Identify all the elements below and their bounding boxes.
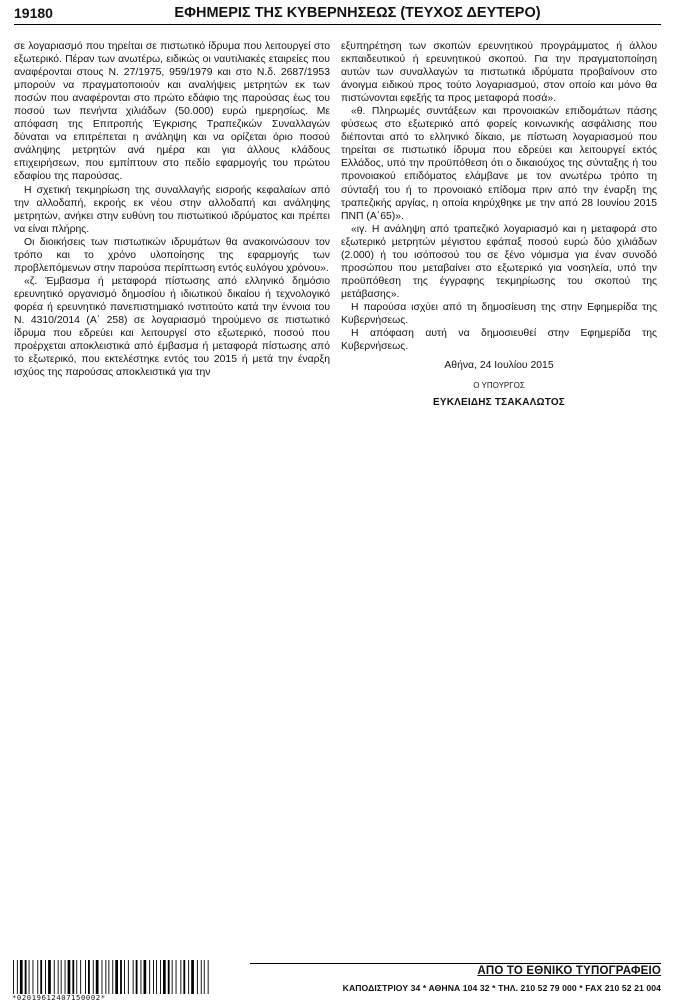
- signature-role: Ο ΥΠΟΥΡΓΟΣ: [473, 381, 525, 391]
- barcode-bar: [133, 960, 134, 994]
- paragraph: «ιγ. Η ανάληψη από τραπεζικό λογαριασμό και η μεταφορά στο εξωτερικό μετρητών μέγιστου εφάπαξ ποσού ευρώ δύο χιλιάδων (2.000) ή του ισόποσού του σε ξένο νόμισμα για έναν συνοδό προσώπου που μεταβαίνει στο εξωτερικό για νοσηλεία, υπό την προϋπόθεση της έγγραφης τεκμηρίωσης του σκοπού της μετάβασης».: [341, 223, 657, 300]
- barcode-bar: [120, 960, 122, 994]
- journal-title: ΕΦΗΜΕΡΙΣ ΤΗΣ ΚΥΒΕΡΝΗΣΕΩΣ (ΤΕΥΧΟΣ ΔΕΥΤΕΡΟ): [174, 5, 541, 21]
- page-header: [14, 4, 661, 25]
- barcode-bar: [17, 960, 18, 994]
- page-number: 19180: [14, 5, 53, 21]
- barcode-bar: [20, 960, 23, 994]
- barcode-bar: [13, 960, 14, 994]
- paragraph: Η σχετική τεκμηρίωση της συναλλαγής εισροής κεφαλαίων από την αλλοδαπή, εκροής εκ νέου στην αλλοδαπή και ανάληψης μετρητών, ανήκει στην ευθύνη του πιστωτικού ιδρύματος και πρέπει να είναι πλήρης.: [14, 184, 330, 235]
- barcode-bar: [29, 960, 30, 994]
- barcode-bar: [54, 960, 55, 994]
- barcode-bar: [108, 960, 109, 994]
- printer-name: ΑΠΟ ΤΟ ΕΘΝΙΚΟ ΤΥΠΟΓΡΑΦΕΙΟ: [477, 965, 661, 977]
- barcode-bar: [37, 960, 38, 994]
- barcode-bar: [197, 960, 198, 994]
- barcode-bar: [136, 960, 138, 994]
- barcode-bar: [168, 960, 170, 994]
- paragraph: «θ. Πληρωμές συντάξεων και προνοιακών επιδομάτων πάσης φύσεως στο εξωτερικό από φορείς κοινωνικής ασφάλισης που διέπονται από το ελληνικό δίκαιο, με πίστωση λογαριασμού που τηρείται σε πιστωτικό ίδρυμα που εδρεύει και λειτουργεί εκτός Ελλάδος, υπό την προϋπόθεση ότι ο δικαιούχος της σύνταξης ή του προνοιακού επιδόματος ελάμβανε με τον ανωτέρω τρόπο τη σύνταξή του ή το προνοιακό επίδομα πριν από την έναρξη της τραπεζικής αργίας, η οποία κηρύχθηκε με την από 28 Ιουνίου 2015 ΠΝΠ (Α΄65)».: [341, 106, 657, 222]
- barcode-bar: [144, 960, 147, 994]
- barcode-bar: [128, 960, 129, 994]
- barcode-bar: [58, 960, 59, 994]
- barcode-bar: [160, 960, 161, 994]
- barcode-bar: [76, 960, 77, 994]
- barcode-bar: [191, 960, 194, 994]
- barcode-bar: [72, 960, 74, 994]
- barcode-bar: [68, 960, 71, 994]
- barcode-bar: [201, 960, 202, 994]
- barcode-bar: [124, 960, 125, 994]
- barcode-bar: [80, 960, 81, 994]
- barcode-bar: [180, 960, 181, 994]
- barcode-icon: [12, 960, 212, 994]
- barcode-bar: [115, 960, 118, 994]
- signature-place-date: Αθήνα, 24 Ιουλίου 2015: [444, 360, 554, 372]
- printer-address: ΚΑΠΟΔΙΣΤΡΙΟΥ 34 * ΑΘΗΝΑ 104 32 * ΤΗΛ. 210 52 79 000 * FAX 210 52 21 004: [342, 983, 661, 993]
- barcode-bar: [141, 960, 142, 994]
- signature-name: ΕΥΚΛΕΙΔΗΣ ΤΣΑΚΑΛΩΤΟΣ: [432, 397, 566, 409]
- barcode-bar: [40, 960, 42, 994]
- barcode-bar: [105, 960, 106, 994]
- barcode-bar: [183, 960, 185, 994]
- paragraph: σε λογαριασμό που τηρείται σε πιστωτικό ίδρυμα που λειτουργεί στο εξωτερικό. Πέραν των ανωτέρω, ειδικώς οι ναυτιλιακές εταιρείες που αναφέρονται στους Ν. 27/1975, 959/1979 και στο Ν.δ. 2687/1953 μπορούν να πραγματοποιούν και αναλήψεις μετρητών εκ των ποσών που αναφέρονται στο πρώτο εδάφιο της παρούσας έως του ποσού των πενήντα χιλιάδων (50.000) ευρώ ημερησίως. Με απόφαση της Επιτροπής Έγκρισης Τραπεζικών Συναλλαγών δύναται να επιτρέπεται η ανάληψη και να ορίζεται όριο ποσού ανάληψης μετρητών ανά ημέρα και για άλλους κλάδους επιχειρήσεων, που εμπίπτουν στο πεδίο εφαρμογής του πρώτου εδαφίου της παρούσας.: [14, 41, 330, 183]
- barcode-bar: [156, 960, 157, 994]
- barcode-bar: [172, 960, 173, 994]
- barcode-bar: [65, 960, 66, 994]
- right-column: [341, 40, 657, 409]
- barcode-bar: [93, 960, 94, 994]
- barcode-bar: [208, 960, 209, 994]
- barcode-bar: [112, 960, 113, 994]
- barcode-bar: [25, 960, 27, 994]
- barcode-bar: [45, 960, 46, 994]
- paragraph: «ζ. Έμβασμα ή μεταφορά πίστωσης από ελληνικό δημόσιο ερευνητικό οργανισμό δημοσίου ή ιδιωτικού δικαίου ή τεχνολογικό φορέα ή ερευνητικό πανεπιστημιακό ινστιτούτο κατά την έννοια του Ν. 4310/2014 (Α΄ 258) σε λογαριασμό τηρούμενο σε πιστωτικό ίδρυμα που εδρεύει και λειτουργεί στο εξωτερικό, ποσού που προέρχεται αποκλειστικά από έμβασμα ή μεταφορά πίστωσης από το εξωτερικό, που εκτελέστηκε εντός του 2015 ή μετά την έναρξη ισχύος της παρούσας αποκλειστικά για την: [14, 275, 330, 379]
- paragraph: εξυπηρέτηση των σκοπών ερευνητικού προγράμματος ή άλλου εκπαιδευτικού ή ερευνητικού σκοπού. Για την πραγματοποίηση αυτών των συναλλαγών τα πιστωτικά ιδρύματα προβαίνουν στο άνοιγμα ειδικού προς τούτο λογαριασμού, στον οποίο και μόνο θα πιστώνονται εφεξής τα προς μεταφορά ποσά».: [341, 41, 657, 105]
- barcode-bar: [88, 960, 90, 994]
- barcode-bar: [33, 960, 34, 994]
- barcode-bar: [102, 960, 103, 994]
- barcode-bar: [96, 960, 99, 994]
- barcode-digits: *02019612407150002*: [12, 993, 106, 1002]
- barcode-bar: [153, 960, 154, 994]
- paragraph: Η παρούσα ισχύει από τη δημοσίευση της στην Εφημερίδα της Κυβερνήσεως.: [341, 301, 657, 326]
- barcode-bar: [85, 960, 86, 994]
- barcode-bar: [61, 960, 62, 994]
- footer-divider: [250, 963, 661, 964]
- barcode-bar: [48, 960, 51, 994]
- barcode-bar: [163, 960, 166, 994]
- barcode: [12, 960, 212, 1000]
- paragraph: Η απόφαση αυτή να δημοσιευθεί στην Εφημερίδα της Κυβερνήσεως.: [341, 328, 657, 353]
- barcode-bar: [176, 960, 177, 994]
- paragraph: Οι διοικήσεις των πιστωτικών ιδρυμάτων θα ανακοινώσουν τον τρόπο και το χρόνο υλοποίησης της εφαρμογής των προβλεπόμενων στην παρούσα περίπτωση εντός ευλόγου χρόνου».: [14, 236, 330, 274]
- left-column: [14, 40, 330, 379]
- barcode-bar: [188, 960, 189, 994]
- barcode-bar: [149, 960, 150, 994]
- barcode-bar: [204, 960, 205, 994]
